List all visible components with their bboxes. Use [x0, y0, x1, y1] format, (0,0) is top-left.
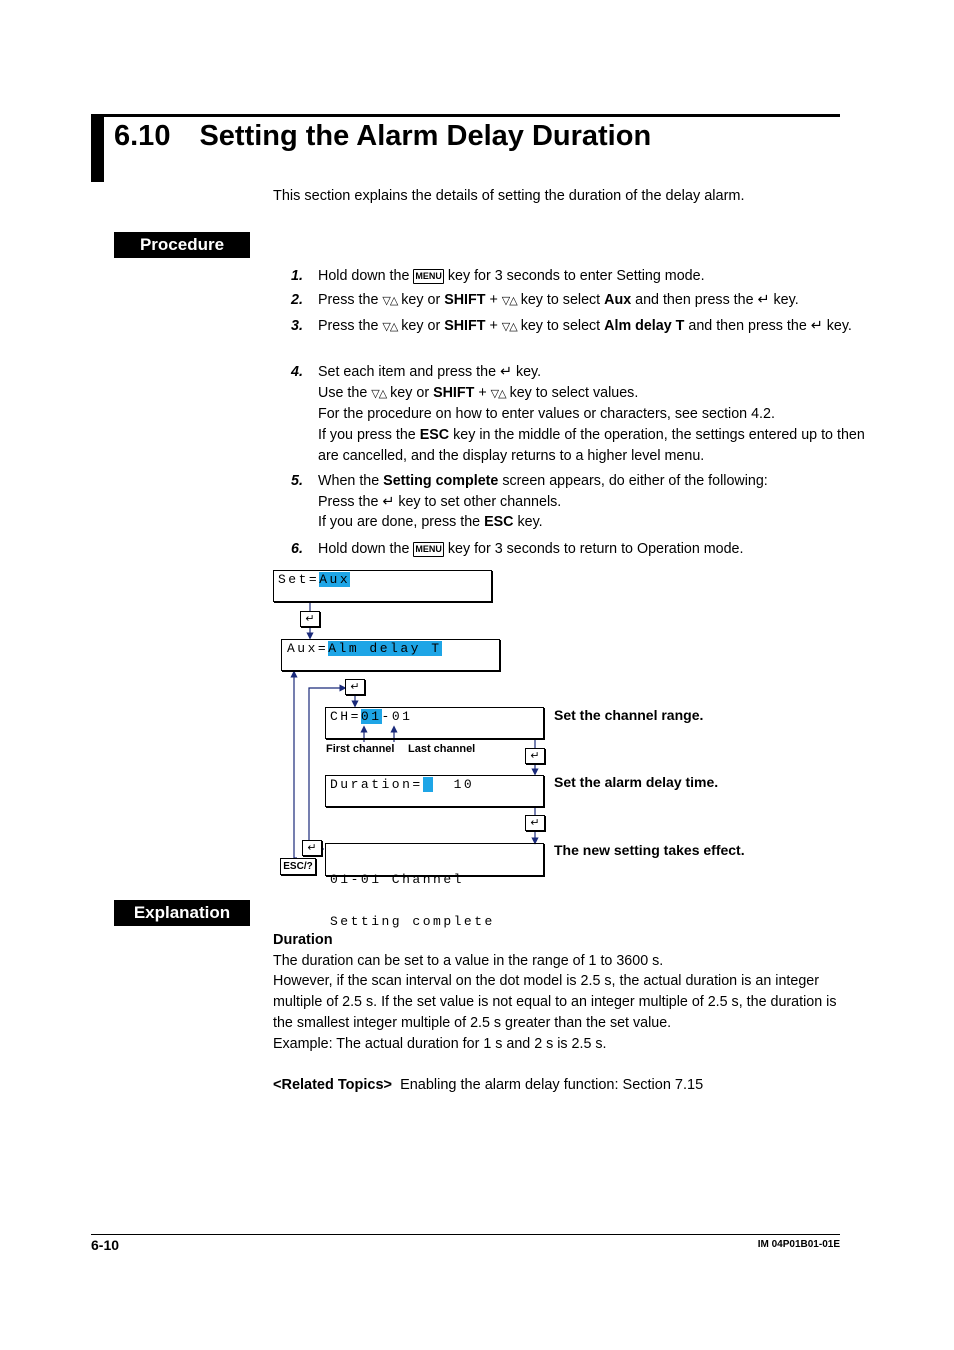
enter-key-icon: ↵	[300, 611, 320, 627]
label-alarm-delay: Set the alarm delay time.	[554, 774, 719, 790]
step-4: 4. Set each item and press the ↵ key. Use the ▽△ key or SHIFT + ▽△ key to select values. For the procedure on how to enter values or characters, see section 4.2. If you press the ESC key in the middle of the operation, the settings entered up to then are cancelled, and the display returns to a higher level menu.	[291, 364, 865, 464]
menu-key-icon: MENU	[413, 542, 444, 557]
first-channel-label: First channel	[326, 743, 395, 755]
explanation-p1: The duration can be set to a value in the range of 1 to 3600 s.	[273, 952, 664, 969]
screen-set-aux: Set=Aux	[273, 570, 492, 602]
down-up-key-icon: ▽△	[501, 295, 517, 307]
enter-key-icon: ↵	[525, 815, 545, 831]
step-5: 5. When the Setting complete screen appears, do either of the following: Press the ↵ key to set other channels. If you are done, press the ESC key.	[291, 473, 768, 531]
procedure-label: Procedure	[114, 232, 250, 258]
down-up-key-icon: ▽△	[501, 321, 517, 333]
footer-rule	[91, 1234, 840, 1235]
explanation-body	[273, 930, 843, 1054]
document-id: IM 04P01B01-01E	[757, 1239, 840, 1250]
screen-duration: Duration= 10	[325, 775, 544, 807]
label-channel-range: Set the channel range.	[554, 707, 704, 723]
screen-setting-complete: 01-01 Channel Setting complete	[325, 843, 544, 876]
enter-key-icon: ↵	[500, 364, 512, 380]
down-up-key-icon: ▽△	[371, 387, 387, 400]
explanation-p2: However, if the scan interval on the dot model is 2.5 s, the actual duration is an integer multiple of 2.5 s. If the set value is not equal to an integer multiple of 2.5 s, the duration is the smallest integer multiple of 2.5 s greater than the set value.	[273, 973, 837, 1031]
intro-text: This section explains the details of setting the duration of the delay alarm.	[273, 188, 745, 204]
related-topics: <Related Topics> Enabling the alarm delay function: Section 7.15	[273, 1077, 704, 1093]
page-title: 6.10 Setting the Alarm Delay Duration	[114, 120, 652, 152]
down-up-key-icon: ▽△	[382, 295, 398, 307]
last-channel-label: Last channel	[408, 743, 476, 755]
step-1: 1. Hold down the MENU key for 3 seconds to enter Setting mode.	[291, 268, 705, 284]
enter-key-icon: ↵	[302, 840, 322, 856]
down-up-key-icon: ▽△	[490, 387, 506, 400]
enter-key-icon: ↵	[382, 493, 395, 510]
screen-channel-range: CH=01-01	[325, 707, 544, 739]
step-3: 3. Press the ▽△ key or SHIFT + ▽△ key to select Alm delay T and then press the ↵ key.	[291, 318, 852, 334]
explanation-p3: Example: The actual duration for 1 s and 2 s is 2.5 s.	[273, 1035, 607, 1052]
explanation-label: Explanation	[114, 900, 250, 926]
enter-key-icon: ↵	[810, 318, 823, 334]
label-setting-effect: The new setting takes effect.	[554, 842, 745, 858]
step-2: 2. Press the ▽△ key or SHIFT + ▽△ key to select Aux and then press the ↵ key.	[291, 292, 799, 308]
down-up-key-icon: ▽△	[382, 321, 398, 333]
screen-aux-alm-delay: Aux=Alm delay T	[281, 639, 500, 671]
page-number: 6-10	[91, 1237, 120, 1253]
explanation-heading: Duration	[273, 932, 333, 948]
step-6: 6. Hold down the MENU key for 3 seconds to return to Operation mode.	[291, 541, 744, 557]
menu-key-icon: MENU	[413, 269, 444, 284]
enter-key-icon: ↵	[345, 679, 365, 695]
enter-key-icon: ↵	[757, 292, 770, 308]
enter-key-icon: ↵	[525, 748, 545, 764]
esc-key-icon: ESC/?	[280, 858, 316, 875]
